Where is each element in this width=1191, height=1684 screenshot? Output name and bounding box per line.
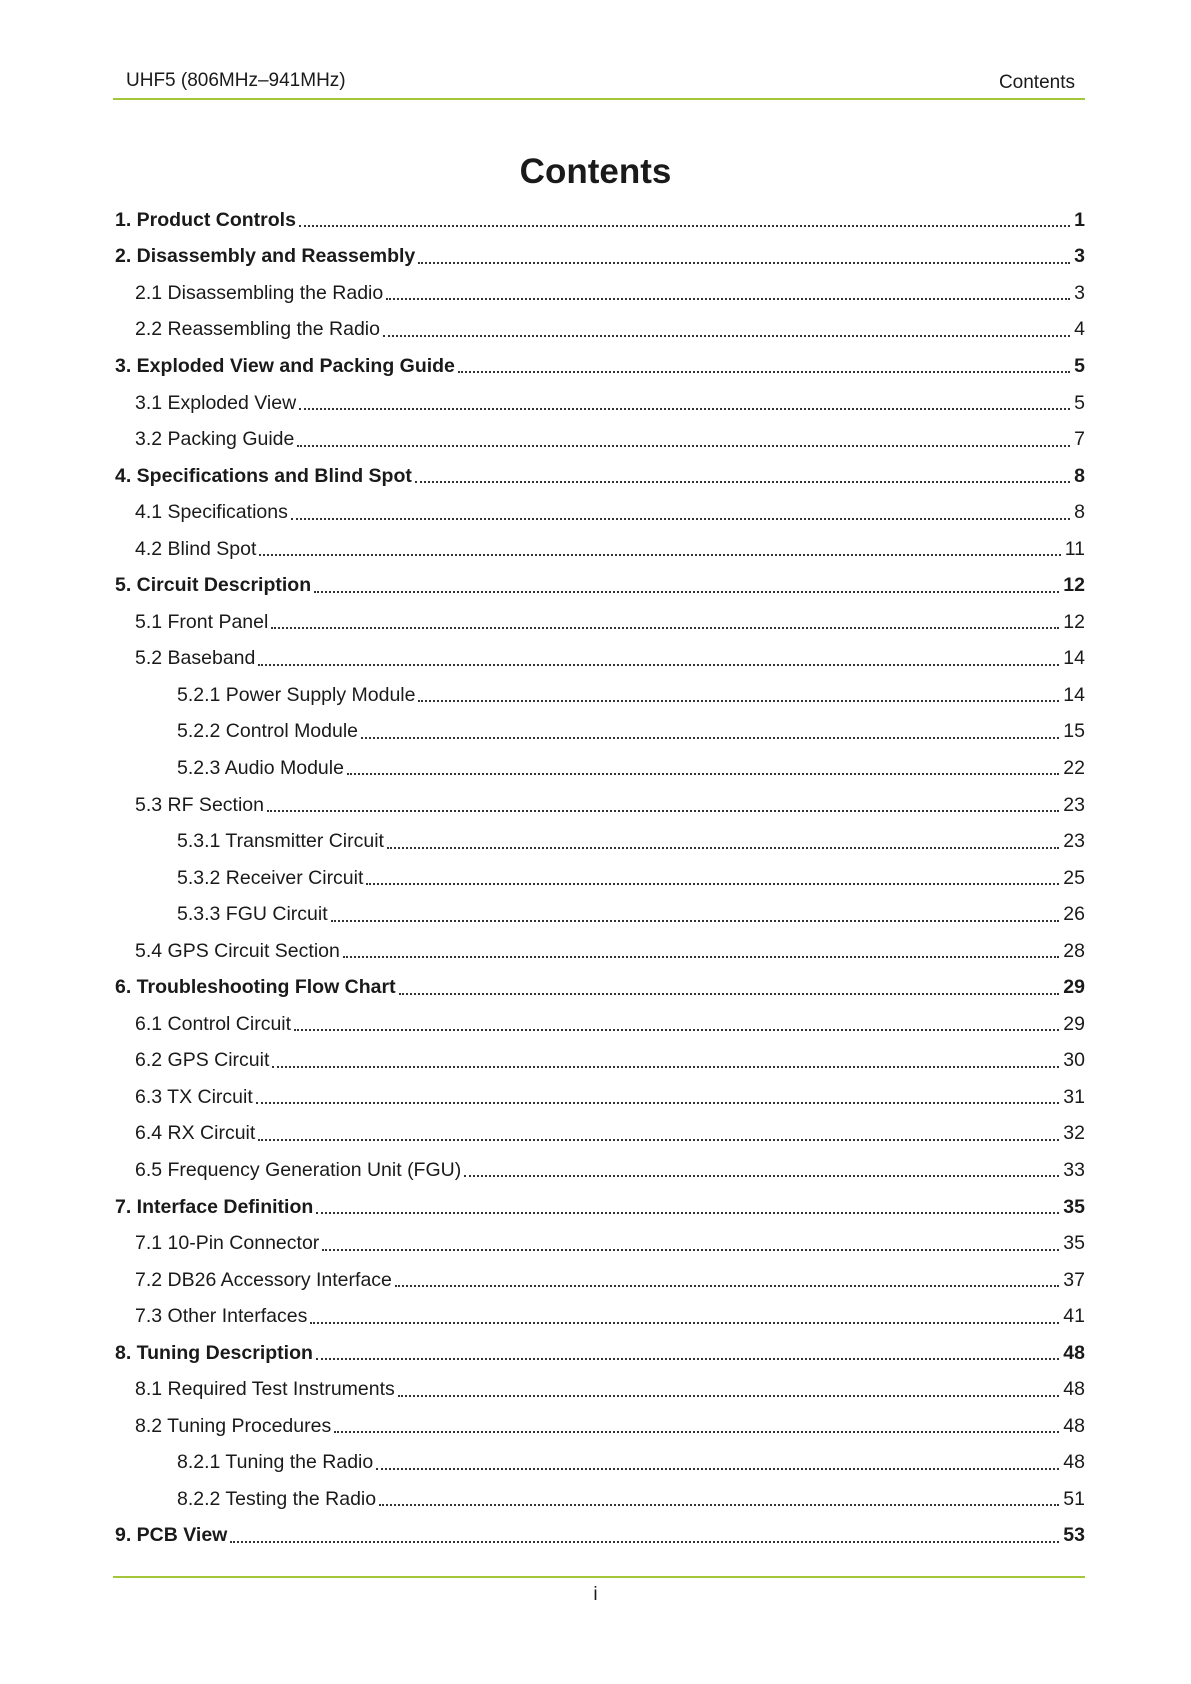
- toc-dot-leader: [299, 408, 1070, 410]
- toc-dot-leader: [294, 1029, 1059, 1031]
- toc-entry-label: 5.3.2 Receiver Circuit: [177, 866, 364, 889]
- toc-entry[interactable]: [115, 823, 1085, 860]
- toc-entry-page: 11: [1064, 537, 1085, 560]
- toc-dot-leader: [259, 554, 1060, 556]
- toc-entry-label: 5. Circuit Description: [115, 574, 312, 597]
- toc-entry-label: 3.2 Packing Guide: [135, 428, 295, 451]
- footer-rule: [113, 1576, 1085, 1578]
- toc-dot-leader: [297, 445, 1070, 447]
- toc-dot-leader: [383, 335, 1070, 337]
- toc-entry-page: 8: [1074, 501, 1085, 524]
- toc-entry-page: 41: [1063, 1305, 1085, 1328]
- toc-entry[interactable]: [115, 604, 1085, 641]
- toc-entry-page: 22: [1063, 756, 1085, 779]
- toc-entry-label: 8.2.1 Tuning the Radio: [177, 1451, 374, 1474]
- toc-entry[interactable]: [115, 1225, 1085, 1262]
- toc-dot-leader: [299, 225, 1070, 227]
- toc-entry[interactable]: [115, 421, 1085, 458]
- footer-page-number: i: [593, 1584, 598, 1605]
- toc-entry[interactable]: [115, 1189, 1085, 1226]
- toc-entry-label: 5.3 RF Section: [135, 793, 264, 816]
- toc-entry-page: 23: [1063, 793, 1085, 816]
- toc-entry-page: 32: [1063, 1122, 1085, 1145]
- toc-dot-leader: [366, 883, 1059, 885]
- toc-entry[interactable]: [115, 1006, 1085, 1043]
- toc-entry-label: 6.4 RX Circuit: [135, 1122, 256, 1145]
- header-section-title: Contents: [998, 72, 1075, 93]
- toc-entry-page: 3: [1074, 245, 1085, 268]
- toc-entry-label: 8.2 Tuning Procedures: [135, 1414, 332, 1437]
- toc-dot-leader: [418, 262, 1070, 264]
- toc-entry-page: 48: [1063, 1414, 1085, 1437]
- toc-entry[interactable]: [115, 1079, 1085, 1116]
- toc-entry[interactable]: [115, 1043, 1085, 1080]
- toc-entry[interactable]: [115, 1116, 1085, 1153]
- toc-entry[interactable]: [115, 567, 1085, 604]
- toc-dot-leader: [230, 1541, 1059, 1543]
- toc-dot-leader: [387, 847, 1059, 849]
- toc-entry-label: 4. Specifications and Blind Spot: [115, 464, 412, 487]
- toc-dot-leader: [272, 1066, 1059, 1068]
- toc-entry[interactable]: [115, 750, 1085, 787]
- toc-entry[interactable]: [115, 787, 1085, 824]
- toc-dot-leader: [258, 1139, 1059, 1141]
- toc-entry-label: 6. Troubleshooting Flow Chart: [115, 976, 396, 999]
- toc-entry[interactable]: [115, 1481, 1085, 1518]
- toc-entry[interactable]: [115, 933, 1085, 970]
- toc-dot-leader: [379, 1504, 1059, 1506]
- toc-entry-label: 4.1 Specifications: [135, 501, 288, 524]
- toc-dot-leader: [256, 1102, 1060, 1104]
- toc-entry-page: 14: [1063, 683, 1085, 706]
- toc-entry[interactable]: [115, 1262, 1085, 1299]
- toc-entry-label: 5.2.3 Audio Module: [177, 756, 344, 779]
- toc-dot-leader: [347, 773, 1059, 775]
- toc-dot-leader: [316, 1358, 1059, 1360]
- toc-entry-label: 8. Tuning Description: [115, 1341, 313, 1364]
- toc-entry[interactable]: [115, 860, 1085, 897]
- toc-entry-page: 29: [1063, 1012, 1085, 1035]
- toc-dot-leader: [322, 1249, 1059, 1251]
- page-title: Contents: [519, 152, 672, 191]
- toc-dot-leader: [415, 481, 1070, 483]
- toc-entry-label: 8.2.2 Testing the Radio: [177, 1487, 377, 1510]
- toc-dot-leader: [399, 993, 1060, 995]
- toc-entry[interactable]: [115, 896, 1085, 933]
- toc-entry-label: 3.1 Exploded View: [135, 391, 297, 414]
- toc-entry[interactable]: [115, 1372, 1085, 1409]
- toc-entry-page: 48: [1063, 1451, 1085, 1474]
- toc-entry[interactable]: [115, 641, 1085, 678]
- toc-entry-label: 1. Product Controls: [115, 208, 296, 231]
- toc-entry-label: 3. Exploded View and Packing Guide: [115, 354, 455, 377]
- toc-entry-page: 35: [1063, 1195, 1085, 1218]
- toc-entry-page: 29: [1063, 976, 1085, 999]
- toc-dot-leader: [331, 920, 1060, 922]
- toc-entry-label: 9. PCB View: [115, 1524, 228, 1547]
- toc-entry-page: 12: [1063, 610, 1085, 633]
- toc-entry[interactable]: [115, 385, 1085, 422]
- toc-entry-label: 6.3 TX Circuit: [135, 1085, 253, 1108]
- toc-entry-label: 5.3.3 FGU Circuit: [177, 903, 328, 926]
- toc-dot-leader: [343, 956, 1059, 958]
- toc-entry-label: 5.1 Front Panel: [135, 610, 269, 633]
- toc-entry-page: 48: [1063, 1341, 1085, 1364]
- toc-entry-page: 30: [1063, 1049, 1085, 1072]
- toc-dot-leader: [376, 1468, 1059, 1470]
- toc-entry-page: 51: [1063, 1487, 1085, 1510]
- toc-entry-page: 23: [1063, 830, 1085, 853]
- toc-entry[interactable]: [115, 1518, 1085, 1555]
- toc-entry-page: 25: [1063, 866, 1085, 889]
- toc-entry-page: 33: [1063, 1158, 1085, 1181]
- toc-entry-page: 1: [1074, 208, 1085, 231]
- header-product-title: UHF5 (806MHz–941MHz): [126, 70, 346, 91]
- toc-entry-label: 7.1 10-Pin Connector: [135, 1232, 320, 1255]
- toc-entry[interactable]: [115, 677, 1085, 714]
- toc-entry[interactable]: [115, 275, 1085, 312]
- toc-entry-label: 6.1 Control Circuit: [135, 1012, 292, 1035]
- toc-entry[interactable]: [115, 1298, 1085, 1335]
- toc-entry-page: 14: [1063, 647, 1085, 670]
- toc-entry-label: 5.2 Baseband: [135, 647, 256, 670]
- toc-entry-label: 5.2.1 Power Supply Module: [177, 683, 416, 706]
- toc-dot-leader: [334, 1431, 1059, 1433]
- toc-entry-page: 4: [1074, 318, 1085, 341]
- toc-dot-leader: [316, 1212, 1059, 1214]
- toc-dot-leader: [271, 627, 1059, 629]
- toc-entry[interactable]: [115, 1408, 1085, 1445]
- toc-entry-page: 5: [1074, 354, 1085, 377]
- toc-entry-label: 6.5 Frequency Generation Unit (FGU): [135, 1158, 462, 1181]
- toc-dot-leader: [464, 1175, 1059, 1177]
- toc-entry-page: 28: [1063, 939, 1085, 962]
- toc-entry[interactable]: [115, 348, 1085, 385]
- toc-entry[interactable]: [115, 1335, 1085, 1372]
- toc-entry[interactable]: [115, 1445, 1085, 1482]
- table-of-contents: [115, 202, 1085, 1554]
- toc-entry-page: 5: [1074, 391, 1085, 414]
- toc-entry[interactable]: [115, 239, 1085, 276]
- toc-entry-label: 2.2 Reassembling the Radio: [135, 318, 380, 341]
- toc-dot-leader: [418, 700, 1059, 702]
- toc-entry-label: 4.2 Blind Spot: [135, 537, 257, 560]
- toc-entry-label: 2.1 Disassembling the Radio: [135, 281, 384, 304]
- toc-dot-leader: [291, 518, 1070, 520]
- toc-entry-page: 48: [1063, 1378, 1085, 1401]
- toc-entry[interactable]: [115, 494, 1085, 531]
- toc-entry[interactable]: [115, 312, 1085, 349]
- toc-dot-leader: [258, 664, 1059, 666]
- toc-entry-page: 31: [1063, 1085, 1085, 1108]
- toc-dot-leader: [398, 1395, 1060, 1397]
- toc-entry-page: 3: [1074, 281, 1085, 304]
- toc-dot-leader: [395, 1285, 1059, 1287]
- toc-dot-leader: [458, 371, 1070, 373]
- toc-dot-leader: [314, 591, 1059, 593]
- page-header: [113, 68, 1085, 100]
- toc-entry-label: 5.4 GPS Circuit Section: [135, 939, 340, 962]
- toc-dot-leader: [361, 737, 1059, 739]
- toc-entry[interactable]: [115, 458, 1085, 495]
- toc-entry-label: 5.3.1 Transmitter Circuit: [177, 830, 384, 853]
- toc-entry-label: 7.3 Other Interfaces: [135, 1305, 308, 1328]
- toc-entry[interactable]: [115, 1152, 1085, 1189]
- toc-entry-label: 5.2.2 Control Module: [177, 720, 359, 743]
- toc-entry-label: 8.1 Required Test Instruments: [135, 1378, 395, 1401]
- toc-dot-leader: [267, 810, 1059, 812]
- toc-entry-label: 7. Interface Definition: [115, 1195, 314, 1218]
- toc-entry-page: 37: [1063, 1268, 1085, 1291]
- toc-entry[interactable]: [115, 531, 1085, 568]
- toc-entry-label: 7.2 DB26 Accessory Interface: [135, 1268, 392, 1291]
- toc-dot-leader: [386, 298, 1070, 300]
- toc-dot-leader: [310, 1322, 1059, 1324]
- toc-entry-page: 53: [1063, 1524, 1085, 1547]
- toc-entry-page: 15: [1063, 720, 1085, 743]
- toc-entry-label: 2. Disassembly and Reassembly: [115, 245, 416, 268]
- toc-entry-label: 6.2 GPS Circuit: [135, 1049, 270, 1072]
- toc-entry-page: 26: [1063, 903, 1085, 926]
- toc-entry-page: 8: [1074, 464, 1085, 487]
- toc-entry-page: 12: [1063, 574, 1085, 597]
- toc-entry[interactable]: [115, 202, 1085, 239]
- toc-entry-page: 35: [1063, 1232, 1085, 1255]
- toc-entry[interactable]: [115, 969, 1085, 1006]
- toc-entry-page: 7: [1074, 428, 1085, 451]
- toc-entry[interactable]: [115, 714, 1085, 751]
